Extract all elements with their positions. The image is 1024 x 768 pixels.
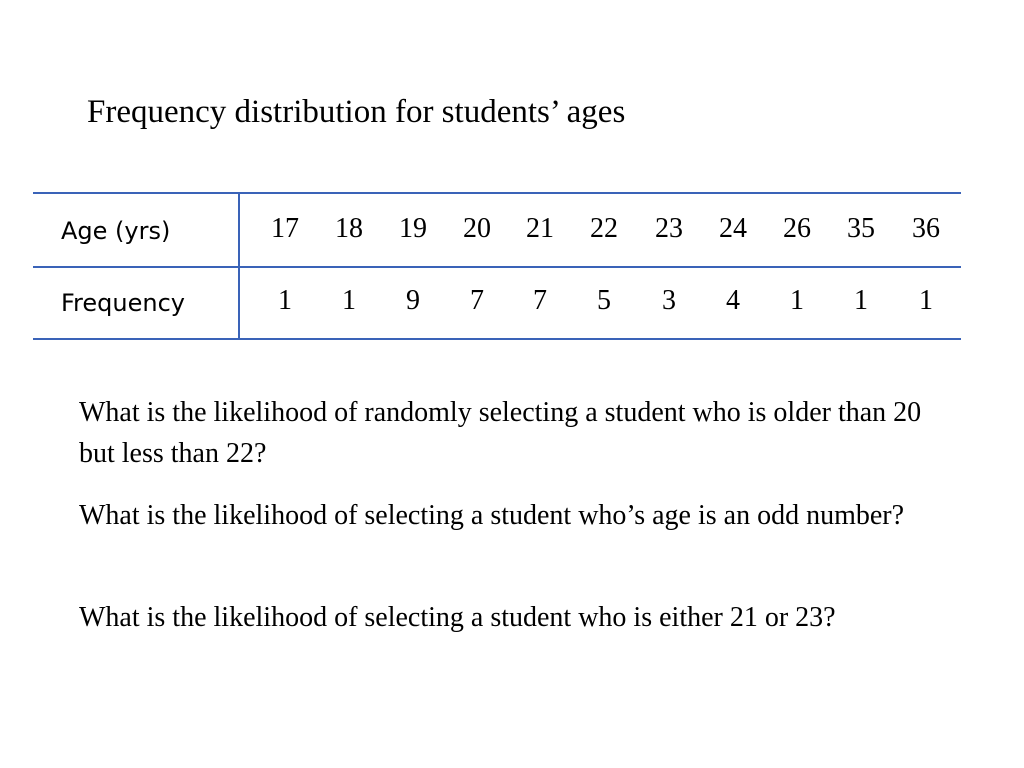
frequency-cell: 1 [919,285,933,316]
frequency-cell: 1 [342,285,356,316]
frequency-cell: 1 [854,285,868,316]
age-cell: 20 [463,213,491,244]
age-cell: 21 [526,213,554,244]
question-21-or-23: What is the likelihood of selecting a student who is either 21 or 23? [79,602,836,633]
age-cell: 24 [719,213,747,244]
age-cell: 19 [399,213,427,244]
slide-title: Frequency distribution for students’ ages [87,94,626,130]
frequency-table [33,192,961,342]
table-top-rule [33,192,961,194]
age-cell: 17 [271,213,299,244]
frequency-cell: 9 [406,285,420,316]
frequency-cell: 4 [726,285,740,316]
table-middle-rule [33,266,961,268]
frequency-cell: 5 [597,285,611,316]
question-older-than-20: What is the likelihood of randomly selecting a student who is older than 20 but less than 22? [79,397,922,469]
age-cell: 22 [590,213,618,244]
age-cell: 23 [655,213,683,244]
table-bottom-rule [33,338,961,340]
age-cell: 35 [847,213,875,244]
frequency-row-label: Frequency [61,289,185,317]
table-header-divider [238,192,240,340]
frequency-cell: 1 [278,285,292,316]
frequency-cell: 1 [790,285,804,316]
age-cell: 36 [912,213,940,244]
frequency-cell: 7 [470,285,484,316]
question-odd-age: What is the likelihood of selecting a student who’s age is an odd number? [79,500,905,531]
frequency-cell: 7 [533,285,547,316]
frequency-cell: 3 [662,285,676,316]
age-row-label: Age (yrs) [61,217,171,245]
age-cell: 26 [783,213,811,244]
age-cell: 18 [335,213,363,244]
